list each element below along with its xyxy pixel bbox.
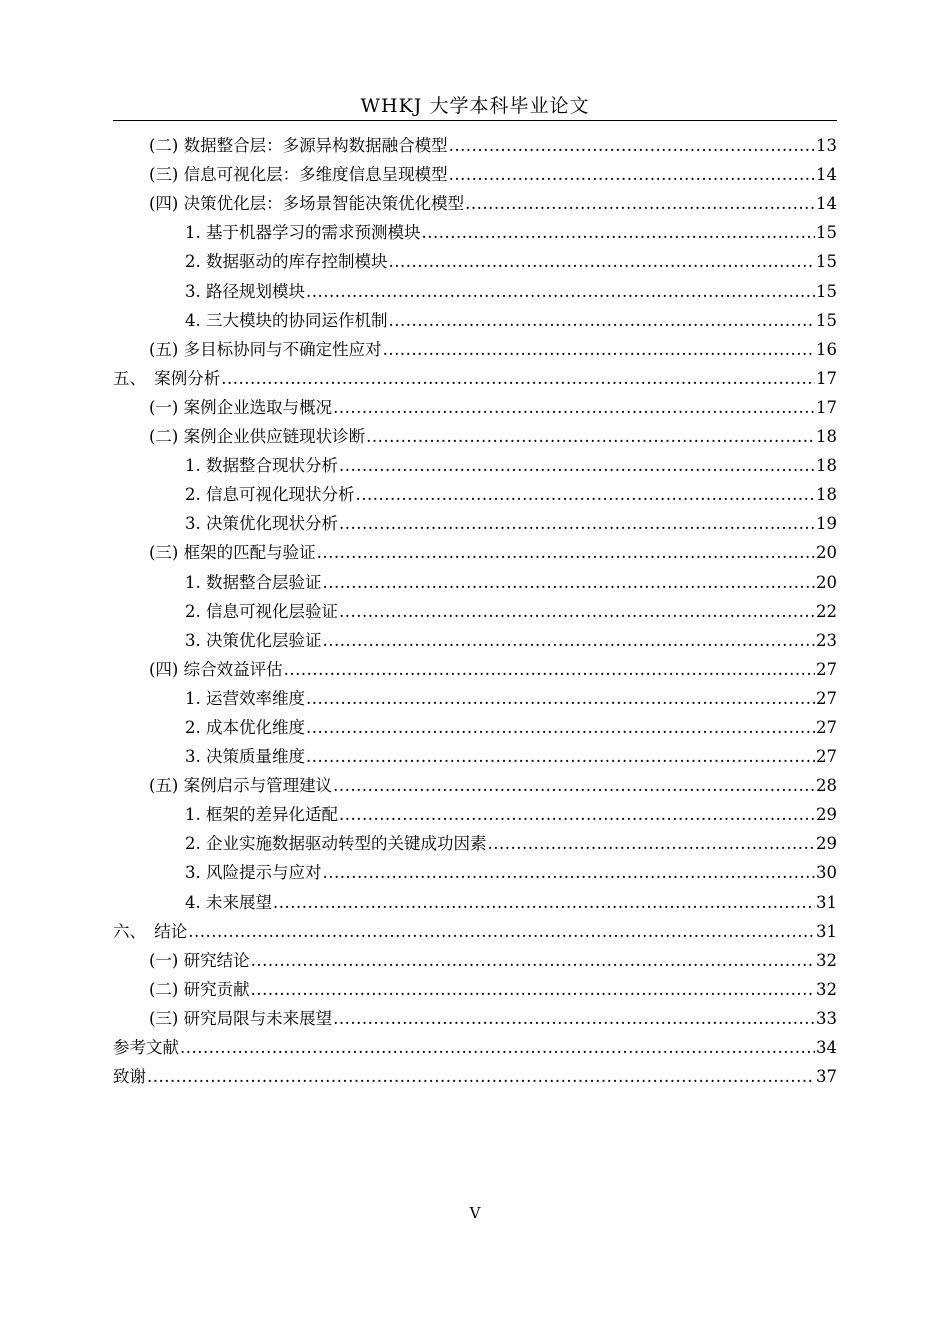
toc-entry[interactable] (113, 189, 837, 218)
toc-entry-page: 15 (816, 281, 837, 301)
toc-dot-leader (323, 626, 816, 655)
toc-entry-title: 致谢 (113, 1067, 146, 1087)
toc-entry-page: 27 (816, 688, 837, 708)
toc-entry-title: 1. 运营效率维度 (185, 688, 305, 708)
toc-entry-page: 13 (816, 136, 837, 156)
toc-entry[interactable] (113, 131, 837, 160)
toc-entry[interactable] (113, 1062, 837, 1091)
toc-entry-title: (二) 案例企业供应链现状诊断 (149, 427, 366, 447)
toc-entry[interactable] (113, 451, 837, 480)
toc-entry[interactable] (113, 480, 837, 509)
toc-dot-leader (306, 277, 815, 306)
toc-entry[interactable] (113, 858, 837, 887)
toc-entry-title: 2. 信息可视化层验证 (185, 601, 338, 621)
toc-entry-page: 14 (816, 165, 837, 185)
toc-dot-leader (383, 335, 815, 364)
toc-entry-title: 五、 案例分析 (113, 368, 221, 388)
toc-entry-page: 15 (816, 252, 837, 272)
toc-entry-page: 31 (816, 921, 837, 941)
toc-dot-leader (465, 189, 815, 218)
toc-entry[interactable] (113, 887, 837, 916)
toc-entry-page: 27 (816, 747, 837, 767)
toc-entry[interactable] (113, 626, 837, 655)
toc-dot-leader (221, 364, 815, 393)
toc-entry[interactable] (113, 713, 837, 742)
toc-entry-page: 19 (816, 514, 837, 534)
toc-entry-page: 34 (816, 1038, 837, 1057)
toc-entry-title: (一) 案例企业选取与概况 (149, 397, 333, 417)
toc-dot-leader (339, 800, 815, 829)
toc-entry-title: 1. 框架的差异化适配 (185, 805, 338, 825)
toc-dot-leader (422, 218, 816, 247)
toc-entry-page: 22 (816, 601, 837, 621)
toc-entry-page: 27 (816, 659, 837, 679)
toc-entry-title: 六、 结论 (113, 921, 188, 941)
toc-entry-title: 1. 基于机器学习的需求预测模块 (185, 223, 421, 243)
toc-dot-leader (333, 771, 815, 800)
toc-entry-title: 2. 信息可视化现状分析 (185, 485, 355, 505)
toc-entry-page: 16 (816, 339, 837, 359)
toc-entry[interactable] (113, 160, 837, 189)
toc-entry-page: 33 (816, 1008, 837, 1028)
toc-entry[interactable] (113, 655, 837, 684)
toc-entry-page: 32 (816, 950, 837, 970)
toc-entry[interactable] (113, 422, 837, 451)
toc-dot-leader (323, 568, 816, 597)
toc-dot-leader (273, 888, 815, 917)
toc-entry-title: (四) 综合效益评估 (149, 659, 283, 679)
toc-dot-leader (306, 684, 815, 713)
toc-entry[interactable] (113, 684, 837, 713)
toc-entry[interactable] (113, 276, 837, 305)
toc-entry[interactable] (113, 393, 837, 422)
toc-entry-title: 2. 成本优化维度 (185, 717, 305, 737)
toc-dot-leader (306, 713, 815, 742)
toc-dot-leader (251, 975, 815, 1004)
toc-entry-page: 17 (816, 397, 837, 417)
toc-entry-page: 28 (816, 776, 837, 796)
table-of-contents (113, 131, 837, 1091)
toc-entry[interactable] (113, 335, 837, 364)
toc-entry-page: 18 (816, 485, 837, 505)
toc-entry-title: 3. 路径规划模块 (185, 281, 305, 301)
toc-entry[interactable] (113, 1004, 837, 1033)
toc-entry[interactable] (113, 1033, 837, 1062)
toc-entry-title: (二) 研究贡献 (149, 979, 250, 999)
toc-dot-leader (180, 1033, 815, 1062)
toc-entry-title: 1. 数据整合现状分析 (185, 456, 338, 476)
toc-dot-leader (306, 742, 815, 771)
toc-entry[interactable] (113, 306, 837, 335)
toc-dot-leader (317, 538, 815, 567)
toc-entry-page: 37 (816, 1067, 837, 1087)
toc-entry-title: (五) 案例启示与管理建议 (149, 776, 333, 796)
toc-dot-leader (449, 160, 815, 189)
toc-entry-title: 4. 三大模块的协同运作机制 (185, 310, 388, 330)
toc-entry-title: (四) 决策优化层：多场景智能决策优化模型 (149, 194, 465, 214)
toc-entry[interactable] (113, 597, 837, 626)
toc-entry-title: (三) 框架的匹配与验证 (149, 543, 316, 563)
toc-dot-leader (323, 858, 816, 887)
toc-dot-leader (356, 480, 816, 509)
toc-entry-page: 32 (816, 979, 837, 999)
toc-entry-title: 2. 数据驱动的库存控制模块 (185, 252, 388, 272)
toc-entry[interactable] (113, 917, 837, 946)
toc-dot-leader (284, 655, 815, 684)
toc-entry[interactable] (113, 975, 837, 1004)
toc-entry[interactable] (113, 538, 837, 567)
toc-entry[interactable] (113, 829, 837, 858)
header-divider (113, 120, 837, 121)
toc-entry-title: (三) 信息可视化层：多维度信息呈现模型 (149, 165, 448, 185)
toc-entry-title: (五) 多目标协同与不确定性应对 (149, 339, 382, 359)
toc-entry-title: 3. 决策质量维度 (185, 747, 305, 767)
toc-dot-leader (333, 393, 815, 422)
toc-entry-title: 2. 企业实施数据驱动转型的关键成功因素 (185, 834, 487, 854)
toc-dot-leader (339, 451, 815, 480)
toc-dot-leader (488, 829, 816, 858)
toc-entry-page: 30 (816, 863, 837, 883)
toc-dot-leader (389, 306, 816, 335)
toc-entry-page: 20 (816, 543, 837, 563)
toc-entry[interactable] (113, 742, 837, 771)
toc-entry-page: 27 (816, 717, 837, 737)
toc-entry[interactable] (113, 800, 837, 829)
toc-entry-page: 29 (816, 834, 837, 854)
toc-dot-leader (251, 946, 815, 975)
toc-dot-leader (389, 247, 816, 276)
toc-entry-title: 4. 未来展望 (185, 892, 272, 912)
toc-entry-title: 1. 数据整合层验证 (185, 572, 322, 592)
toc-entry-page: 23 (816, 630, 837, 650)
toc-entry[interactable] (113, 218, 837, 247)
toc-entry-page: 29 (816, 805, 837, 825)
toc-entry-title: 3. 决策优化现状分析 (185, 514, 338, 534)
toc-entry-page: 18 (816, 456, 837, 476)
toc-entry[interactable] (113, 946, 837, 975)
toc-entry[interactable] (113, 567, 837, 596)
toc-entry-title: 3. 风险提示与应对 (185, 863, 322, 883)
toc-entry-page: 14 (816, 194, 837, 214)
page-number: V (469, 1204, 481, 1222)
toc-entry[interactable] (113, 364, 837, 393)
toc-dot-leader (188, 917, 815, 946)
toc-dot-leader (366, 422, 815, 451)
toc-entry-page: 15 (816, 223, 837, 243)
page-header-title: WHKJ 大学本科毕业论文 (360, 95, 590, 117)
toc-entry[interactable] (113, 247, 837, 276)
toc-entry-page: 18 (816, 427, 837, 447)
toc-dot-leader (339, 509, 815, 538)
toc-entry-page: 15 (816, 310, 837, 330)
toc-entry-page: 31 (816, 892, 837, 912)
toc-entry-title: (二) 数据整合层：多源异构数据融合模型 (149, 136, 448, 156)
toc-entry[interactable] (113, 509, 837, 538)
toc-dot-leader (449, 131, 815, 160)
toc-entry-page: 17 (816, 368, 837, 388)
toc-entry[interactable] (113, 771, 837, 800)
toc-dot-leader (339, 597, 815, 626)
toc-entry-page: 20 (816, 572, 837, 592)
toc-dot-leader (147, 1062, 815, 1091)
toc-entry-title: 参考文献 (113, 1038, 179, 1057)
toc-dot-leader (333, 1004, 815, 1033)
toc-entry-title: (一) 研究结论 (149, 950, 250, 970)
toc-entry-title: (三) 研究局限与未来展望 (149, 1008, 333, 1028)
toc-entry-title: 3. 决策优化层验证 (185, 630, 322, 650)
